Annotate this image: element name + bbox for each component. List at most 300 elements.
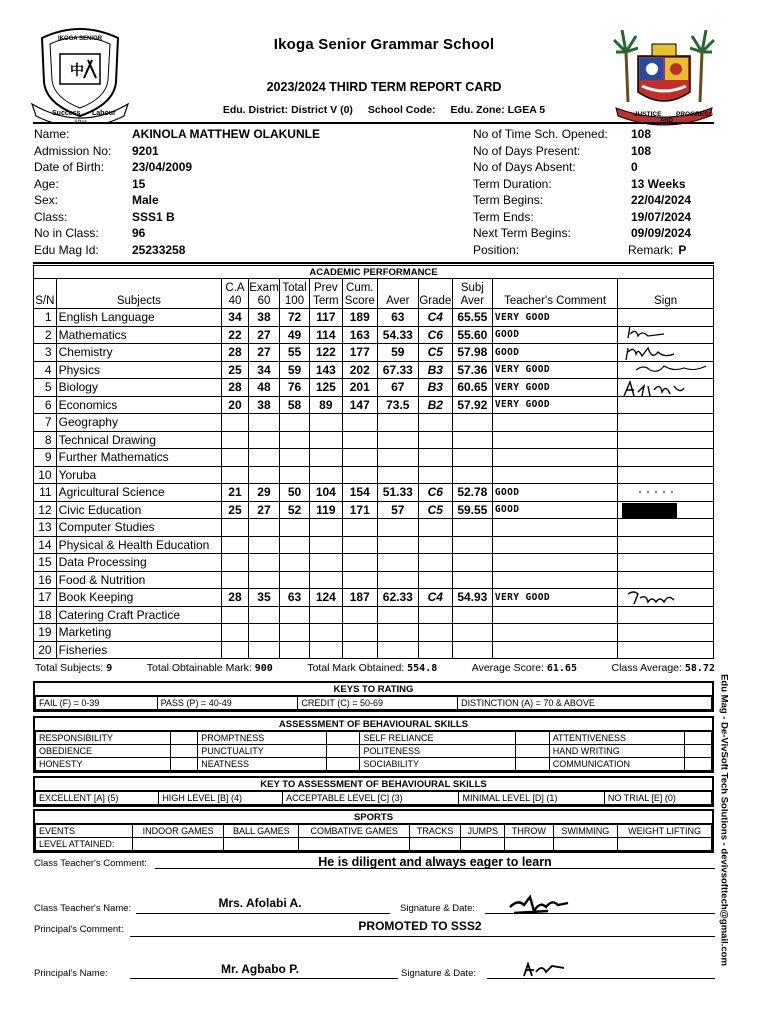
- rating-distinction: DISTINCTION (A) = 70 & ABOVE: [458, 697, 712, 710]
- total-obtained-label: Total Mark Obtained:: [307, 662, 405, 674]
- cell-exam: 27: [248, 344, 279, 362]
- table-row: [34, 344, 714, 362]
- student-name: AKINOLA MATTHEW OLAKUNLE: [132, 127, 320, 141]
- cell-subject: Physics: [56, 361, 222, 379]
- class-average-label: Class Average:: [611, 662, 682, 674]
- cell-aver: [377, 431, 418, 449]
- behavioural-score: [326, 758, 360, 771]
- edu-mag-label: Edu Mag Id:: [34, 242, 99, 257]
- svg-text:After: After: [74, 120, 87, 124]
- cell-grade: [418, 536, 452, 554]
- cell-ca: 22: [222, 326, 249, 344]
- cell-comment: VERY GOOD: [492, 379, 617, 397]
- cell-aver: [377, 606, 418, 624]
- cell-subject: Biology: [56, 379, 222, 397]
- cell-ca: [222, 466, 249, 484]
- cell-total: [280, 606, 310, 624]
- cell-subj-aver: [452, 519, 492, 537]
- days-absent: 0: [631, 160, 638, 174]
- cell-subject: Fisheries: [56, 641, 222, 659]
- table-row: [34, 361, 714, 379]
- cell-aver: [377, 554, 418, 572]
- cell-ca: [222, 554, 249, 572]
- cell-comment: [492, 449, 617, 467]
- cell-ca: 25: [222, 501, 249, 519]
- cell-ca: 28: [222, 344, 249, 362]
- cell-sn: 1: [34, 309, 57, 327]
- cell-prev: [309, 606, 342, 624]
- cell-subject: Civic Education: [56, 501, 222, 519]
- total-obtainable-value: 900: [254, 663, 273, 674]
- cell-grade: C4: [418, 589, 452, 607]
- teacher-name: Mrs. Afolabi A.: [218, 896, 302, 910]
- admission-no: 9201: [132, 143, 159, 158]
- cell-aver: 73.5: [377, 396, 418, 414]
- cell-subj-aver: 57.98: [452, 344, 492, 362]
- sports-column: COMBATIVE GAMES: [299, 825, 410, 838]
- cell-cum: 147: [342, 396, 377, 414]
- cell-cum: [342, 554, 377, 572]
- cell-exam: 27: [248, 501, 279, 519]
- behavioural-table: [35, 731, 712, 771]
- cell-comment: [492, 624, 617, 642]
- cell-aver: [377, 536, 418, 554]
- behavioural-score: [515, 758, 549, 771]
- teacher-signature-label: Signature & Date:: [400, 903, 475, 914]
- term-begins: 22/04/2024: [631, 193, 692, 207]
- cell-subject: Physical & Health Education: [56, 536, 222, 554]
- cell-ca: [222, 519, 249, 537]
- cell-sn: 16: [34, 571, 57, 589]
- cell-subject: Food & Nutrition: [56, 571, 222, 589]
- cell-grade: C6: [418, 326, 452, 344]
- remark-label: Remark:: [628, 242, 674, 257]
- edu-zone: Edu. Zone: LGEA 5: [450, 104, 546, 116]
- cell-grade: [418, 466, 452, 484]
- table-row: [34, 309, 714, 327]
- score-summary: [35, 662, 715, 674]
- principal-signature-mark: [520, 960, 570, 980]
- teacher-comment: He is diligent and always eager to learn: [318, 855, 552, 869]
- table-row: [34, 519, 714, 537]
- cell-cum: [342, 519, 377, 537]
- sports-column: SWIMMING: [553, 825, 618, 838]
- table-row: [34, 536, 714, 554]
- sports-section: [33, 809, 714, 853]
- cell-sn: 18: [34, 606, 57, 624]
- duration-label: Term Duration:: [473, 176, 552, 191]
- school-code: School Code:: [367, 104, 436, 116]
- cell-grade: [418, 641, 452, 659]
- key-minimal: MINIMAL LEVEL [D] (1): [459, 792, 604, 805]
- cell-total: [280, 571, 310, 589]
- cell-grade: [418, 571, 452, 589]
- cell-comment: GOOD: [492, 344, 617, 362]
- cell-total: [280, 431, 310, 449]
- cell-sign: [618, 431, 714, 449]
- behavioural-skill: SELF RELIANCE: [360, 732, 515, 745]
- behavioural-row: [36, 732, 712, 745]
- cell-subj-aver: [452, 624, 492, 642]
- cell-subj-aver: [452, 449, 492, 467]
- table-row: [34, 501, 714, 519]
- edu-mag-id: 25233258: [132, 242, 186, 257]
- cell-exam: [248, 624, 279, 642]
- cell-sn: 12: [34, 501, 57, 519]
- col-prev-label: Prev: [314, 282, 338, 294]
- cell-total: 59: [280, 361, 310, 379]
- cell-total: 50: [280, 484, 310, 502]
- cell-subj-aver: 59.55: [452, 501, 492, 519]
- class-label: Class:: [34, 209, 68, 224]
- cell-sn: 2: [34, 326, 57, 344]
- cell-grade: B3: [418, 379, 452, 397]
- date-of-birth: 23/04/2009: [132, 160, 193, 174]
- cell-subject: Further Mathematics: [56, 449, 222, 467]
- cell-grade: [418, 554, 452, 572]
- cell-sn: 13: [34, 519, 57, 537]
- cell-prev: 122: [309, 344, 342, 362]
- total-subjects-label: Total Subjects:: [35, 662, 104, 674]
- total-obtainable: [147, 662, 273, 674]
- cell-cum: [342, 536, 377, 554]
- total-obtainable-label: Total Obtainable Mark:: [146, 662, 252, 674]
- cell-subject: Catering Craft Practice: [56, 606, 222, 624]
- level-attained-cell: [461, 838, 505, 851]
- cell-cum: 202: [342, 361, 377, 379]
- sidebar-credit-text: Edu Mag - De-VivSoft Tech Solutions - devivsofttech@gmail.com: [718, 674, 730, 966]
- cell-exam: [248, 414, 279, 432]
- col-ca: [222, 279, 249, 309]
- behavioural-row: [36, 758, 712, 771]
- signature-mark: [634, 360, 714, 376]
- cell-exam: [248, 571, 279, 589]
- name-label: Name:: [34, 127, 70, 141]
- cell-aver: [377, 519, 418, 537]
- cell-exam: 35: [248, 589, 279, 607]
- col-grade: Grade: [418, 279, 452, 309]
- cell-cum: [342, 606, 377, 624]
- cell-total: 49: [280, 326, 310, 344]
- col-aver: Aver: [377, 279, 418, 309]
- signature-mark: [622, 380, 692, 400]
- cell-grade: [418, 519, 452, 537]
- cell-cum: [342, 571, 377, 589]
- cell-sign: [618, 449, 714, 467]
- position-label: Position:: [473, 242, 520, 257]
- principal-comment-line: [130, 936, 715, 937]
- cell-comment: VERY GOOD: [492, 309, 617, 327]
- table-row: [34, 624, 714, 642]
- teacher-name-line: [136, 913, 390, 914]
- class-average-value: 58.72: [684, 663, 715, 674]
- col-sn: S/N: [34, 279, 57, 309]
- cell-prev: 117: [309, 309, 342, 327]
- cell-aver: 62.33: [377, 589, 418, 607]
- col-cum-sub: Score: [344, 295, 375, 307]
- cell-prev: [309, 536, 342, 554]
- col-comment: Teacher's Comment: [492, 279, 617, 309]
- cell-total: [280, 624, 310, 642]
- cell-sign: [618, 466, 714, 484]
- school-name: Ikoga Senior Grammar School: [273, 36, 495, 53]
- cell-subject: English Language: [56, 309, 222, 327]
- cell-subject: Data Processing: [56, 554, 222, 572]
- level-attained-label: LEVEL ATTAINED:: [36, 838, 133, 851]
- cell-total: [280, 414, 310, 432]
- col-total: [280, 279, 310, 309]
- sex-label: Sex:: [34, 193, 59, 207]
- key-high-level: HIGH LEVEL [B] (4): [159, 792, 283, 805]
- cell-subject: Geography: [56, 414, 222, 432]
- cell-sign: [618, 519, 714, 537]
- cell-prev: [309, 641, 342, 659]
- sex: Male: [132, 193, 159, 207]
- cell-subj-aver: [452, 641, 492, 659]
- cell-total: [280, 641, 310, 659]
- cell-subj-aver: [452, 571, 492, 589]
- cell-ca: 20: [222, 396, 249, 414]
- cell-comment: [492, 641, 617, 659]
- cell-comment: GOOD: [492, 501, 617, 519]
- signature-dots: [636, 488, 676, 496]
- key-no-trial: NO TRIAL [E] (0): [604, 792, 711, 805]
- class: SSS1 B: [132, 209, 175, 224]
- cell-total: 72: [280, 309, 310, 327]
- cell-prev: 125: [309, 379, 342, 397]
- col-subj-aver: [452, 279, 492, 309]
- col-sign: Sign: [618, 279, 714, 309]
- absent-label: No of Days Absent:: [473, 160, 576, 174]
- cell-comment: [492, 431, 617, 449]
- cell-grade: C5: [418, 501, 452, 519]
- behavioural-skill: POLITENESS: [360, 745, 515, 758]
- cell-exam: [248, 466, 279, 484]
- cell-aver: 63: [377, 309, 418, 327]
- signature-mark: [624, 588, 684, 608]
- cell-grade: [418, 431, 452, 449]
- table-row: [34, 414, 714, 432]
- behavioural-key: [33, 776, 714, 807]
- principal-comment: PROMOTED TO SSS2: [358, 919, 482, 933]
- cell-comment: [492, 414, 617, 432]
- col-exam: [248, 279, 279, 309]
- class-average: [612, 662, 715, 674]
- cell-ca: 28: [222, 379, 249, 397]
- next-term-label: Next Term Begins:: [473, 226, 571, 240]
- cell-subj-aver: 57.36: [452, 361, 492, 379]
- cell-grade: C6: [418, 484, 452, 502]
- sports-column: WEIGHT LIFTING: [618, 825, 712, 838]
- cell-exam: [248, 554, 279, 572]
- cell-total: [280, 554, 310, 572]
- cell-prev: [309, 554, 342, 572]
- cell-comment: [492, 536, 617, 554]
- cell-sn: 10: [34, 466, 57, 484]
- cell-subj-aver: [452, 606, 492, 624]
- cell-comment: VERY GOOD: [492, 396, 617, 414]
- cell-exam: [248, 641, 279, 659]
- behavioural-skill: HAND WRITING: [549, 745, 684, 758]
- svg-text:Success: Success: [52, 110, 81, 117]
- cell-subject: Yoruba: [56, 466, 222, 484]
- cell-prev: 124: [309, 589, 342, 607]
- cell-sn: 8: [34, 431, 57, 449]
- cell-ca: 28: [222, 589, 249, 607]
- table-row: [34, 571, 714, 589]
- cell-grade: C4: [418, 309, 452, 327]
- table-row: [34, 396, 714, 414]
- principal-name: Mr. Agbabo P.: [220, 962, 299, 976]
- cell-subject: Chemistry: [56, 344, 222, 362]
- behavioural-score: [515, 745, 549, 758]
- behavioural-skills: [33, 716, 714, 773]
- cell-sn: 14: [34, 536, 57, 554]
- cell-ca: [222, 606, 249, 624]
- cell-cum: [342, 624, 377, 642]
- rating-fail: FAIL (F) = 0-39: [36, 697, 158, 710]
- rating-pass: PASS (P) = 40-49: [157, 697, 298, 710]
- cell-total: 55: [280, 344, 310, 362]
- cell-comment: [492, 519, 617, 537]
- cell-comment: [492, 571, 617, 589]
- behavioural-score: [326, 745, 360, 758]
- level-attained-cell: [410, 838, 461, 851]
- sports-column: INDOOR GAMES: [132, 825, 224, 838]
- level-attained-cell: [505, 838, 553, 851]
- behavioural-score: [684, 732, 711, 745]
- cell-exam: 38: [248, 309, 279, 327]
- term-ends: 19/07/2024: [631, 209, 692, 224]
- cell-ca: [222, 641, 249, 659]
- cell-grade: [418, 606, 452, 624]
- cell-sn: 11: [34, 484, 57, 502]
- academic-performance-table: [33, 265, 714, 659]
- cell-exam: [248, 431, 279, 449]
- cell-prev: [309, 449, 342, 467]
- cell-cum: [342, 449, 377, 467]
- table-row: [34, 466, 714, 484]
- days-present: 108: [631, 143, 652, 158]
- cell-sign: [618, 624, 714, 642]
- cell-subj-aver: [452, 554, 492, 572]
- cell-aver: [377, 449, 418, 467]
- next-term-begins: 09/09/2024: [631, 226, 692, 240]
- col-exam-label: Exam: [249, 282, 279, 294]
- cell-prev: [309, 624, 342, 642]
- cell-exam: 48: [248, 379, 279, 397]
- cell-prev: 143: [309, 361, 342, 379]
- behavioural-score: [171, 732, 198, 745]
- key-excellent: EXCELLENT [A] (5): [36, 792, 159, 805]
- teacher-name-label: Class Teacher's Name:: [34, 903, 132, 914]
- cell-total: [280, 449, 310, 467]
- cell-cum: 154: [342, 484, 377, 502]
- rating-credit: CREDIT (C) = 50-69: [298, 697, 458, 710]
- cell-aver: [377, 571, 418, 589]
- cell-subj-aver: [452, 536, 492, 554]
- cell-cum: 163: [342, 326, 377, 344]
- average-score-value: 61.65: [546, 663, 577, 674]
- sports-column: BALL GAMES: [224, 825, 299, 838]
- behavioural-skill: OBEDIENCE: [36, 745, 171, 758]
- cell-ca: [222, 414, 249, 432]
- term-duration: 13 Weeks: [631, 176, 686, 191]
- behavioural-skill: PROMPTNESS: [198, 732, 326, 745]
- cell-comment: VERY GOOD: [492, 361, 617, 379]
- cell-prev: [309, 466, 342, 484]
- cell-cum: 201: [342, 379, 377, 397]
- col-prev-sub: Term: [313, 295, 339, 307]
- edu-district: Edu. District: District V (0): [222, 104, 353, 116]
- col-ca-max: 40: [228, 295, 242, 307]
- cell-cum: 171: [342, 501, 377, 519]
- svg-text:中: 中: [70, 62, 84, 78]
- dob-label: Date of Birth:: [34, 160, 105, 174]
- info-divider: [33, 262, 714, 264]
- behavioural-title: ASSESSMENT OF BEHAVIOURAL SKILLS: [35, 718, 712, 731]
- cell-aver: 67: [377, 379, 418, 397]
- cell-comment: [492, 466, 617, 484]
- cell-total: 63: [280, 589, 310, 607]
- level-attained-cell: [618, 838, 712, 851]
- no-in-class-label: No in Class:: [34, 226, 99, 240]
- cell-sn: 20: [34, 641, 57, 659]
- remark: [628, 242, 686, 259]
- table-row: [34, 326, 714, 344]
- col-cum-label: Cum.: [346, 282, 374, 294]
- cell-sn: 15: [34, 554, 57, 572]
- cell-ca: [222, 431, 249, 449]
- cell-grade: B3: [418, 361, 452, 379]
- table-row: [34, 606, 714, 624]
- principal-name-line: [130, 978, 398, 979]
- academic-title: ACADEMIC PERFORMANCE: [34, 266, 714, 279]
- behavioural-key-title: KEY TO ASSESSMENT OF BEHAVIOURAL SKILLS: [35, 778, 712, 791]
- cell-aver: 59: [377, 344, 418, 362]
- cell-comment: [492, 606, 617, 624]
- col-subj-sub: Aver: [460, 295, 485, 307]
- behavioural-skill: ATTENTIVENESS: [549, 732, 684, 745]
- cell-cum: [342, 641, 377, 659]
- keys-to-rating: [33, 681, 714, 712]
- cell-ca: [222, 536, 249, 554]
- cell-cum: 189: [342, 309, 377, 327]
- cell-exam: [248, 536, 279, 554]
- sports-column: EVENTS: [36, 825, 133, 838]
- col-prev: [309, 279, 342, 309]
- cell-ca: 25: [222, 361, 249, 379]
- cell-total: [280, 536, 310, 554]
- cell-exam: 29: [248, 484, 279, 502]
- cell-sign: [618, 414, 714, 432]
- opened-label: No of Time Sch. Opened:: [473, 127, 608, 141]
- svg-text:AND: AND: [660, 118, 673, 124]
- report-title: 2023/2024 THIRD TERM REPORT CARD: [266, 80, 502, 94]
- cell-total: [280, 466, 310, 484]
- keys-to-rating-title: KEYS TO RATING: [35, 683, 712, 696]
- cell-exam: [248, 606, 279, 624]
- student-info: [34, 126, 320, 258]
- cell-subj-aver: [452, 466, 492, 484]
- cell-aver: 51.33: [377, 484, 418, 502]
- no-in-class: 96: [132, 226, 146, 240]
- cell-aver: [377, 466, 418, 484]
- cell-sign: [618, 554, 714, 572]
- cell-total: 58: [280, 396, 310, 414]
- level-attained-cell: [553, 838, 618, 851]
- cell-subj-aver: [452, 414, 492, 432]
